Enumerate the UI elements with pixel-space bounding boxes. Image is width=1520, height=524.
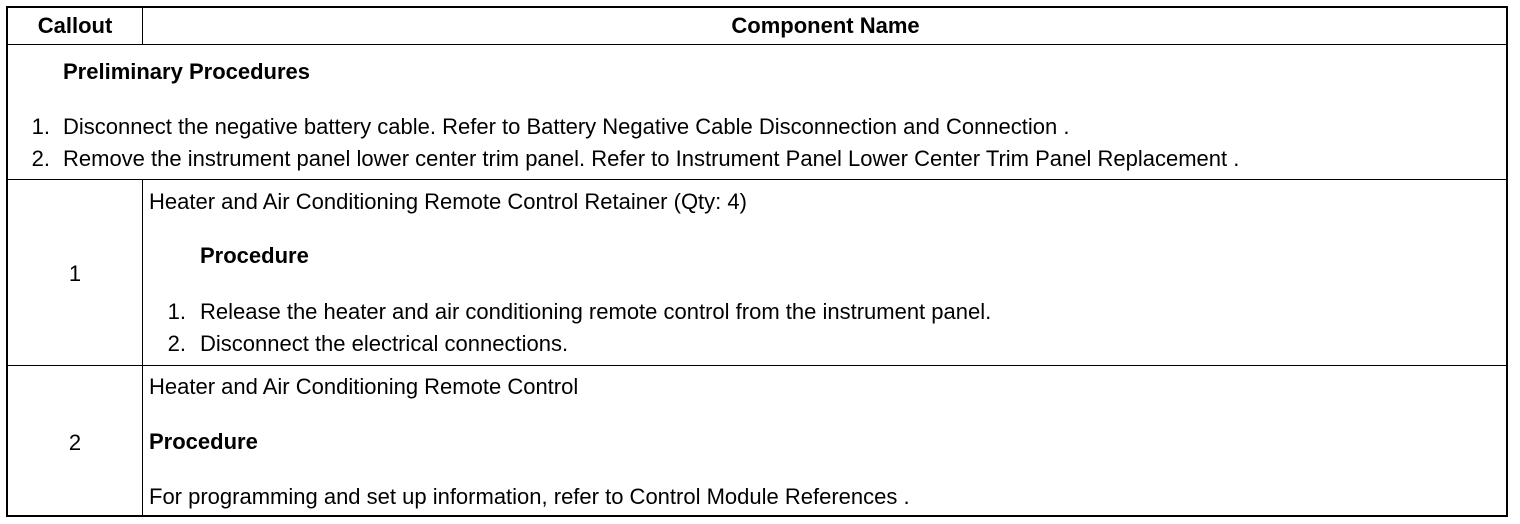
header-component-name: Component Name — [731, 13, 920, 38]
row-divider-header — [8, 44, 1506, 45]
preliminary-step-1-number: 1. — [31, 114, 50, 139]
preliminary-step-2-text: Remove the instrument panel lower center trim panel. Refer to Instrument Panel Lower Center Trim Panel Replacement . — [63, 146, 1240, 171]
row-2-procedure-heading: Procedure — [149, 429, 258, 454]
row-2-callout: 2 — [68, 430, 82, 455]
row-1-component: Heater and Air Conditioning Remote Control Retainer (Qty: 4) — [149, 189, 747, 214]
row-2-component: Heater and Air Conditioning Remote Control — [149, 374, 579, 399]
preliminary-step-2-number: 2. — [31, 146, 50, 171]
row-divider-callout-1 — [8, 365, 1506, 366]
column-divider-rows — [142, 179, 143, 517]
row-1-callout: 1 — [68, 261, 82, 286]
procedure-table — [6, 6, 1508, 517]
header-callout: Callout — [37, 13, 113, 38]
row-1-step-1-number: 1. — [167, 299, 186, 324]
row-2-note: For programming and set up information, refer to Control Module References . — [149, 484, 910, 509]
row-1-procedure-heading: Procedure — [200, 243, 309, 268]
row-1-step-1-text: Release the heater and air conditioning remote control from the instrument panel. — [200, 299, 992, 324]
preliminary-heading: Preliminary Procedures — [63, 59, 311, 84]
row-1-step-2-number: 2. — [167, 331, 186, 356]
row-1-step-2-text: Disconnect the electrical connections. — [200, 331, 569, 356]
preliminary-step-1-text: Disconnect the negative battery cable. Refer to Battery Negative Cable Disconnection and Connection . — [63, 114, 1070, 139]
row-divider-preliminary — [8, 179, 1506, 180]
